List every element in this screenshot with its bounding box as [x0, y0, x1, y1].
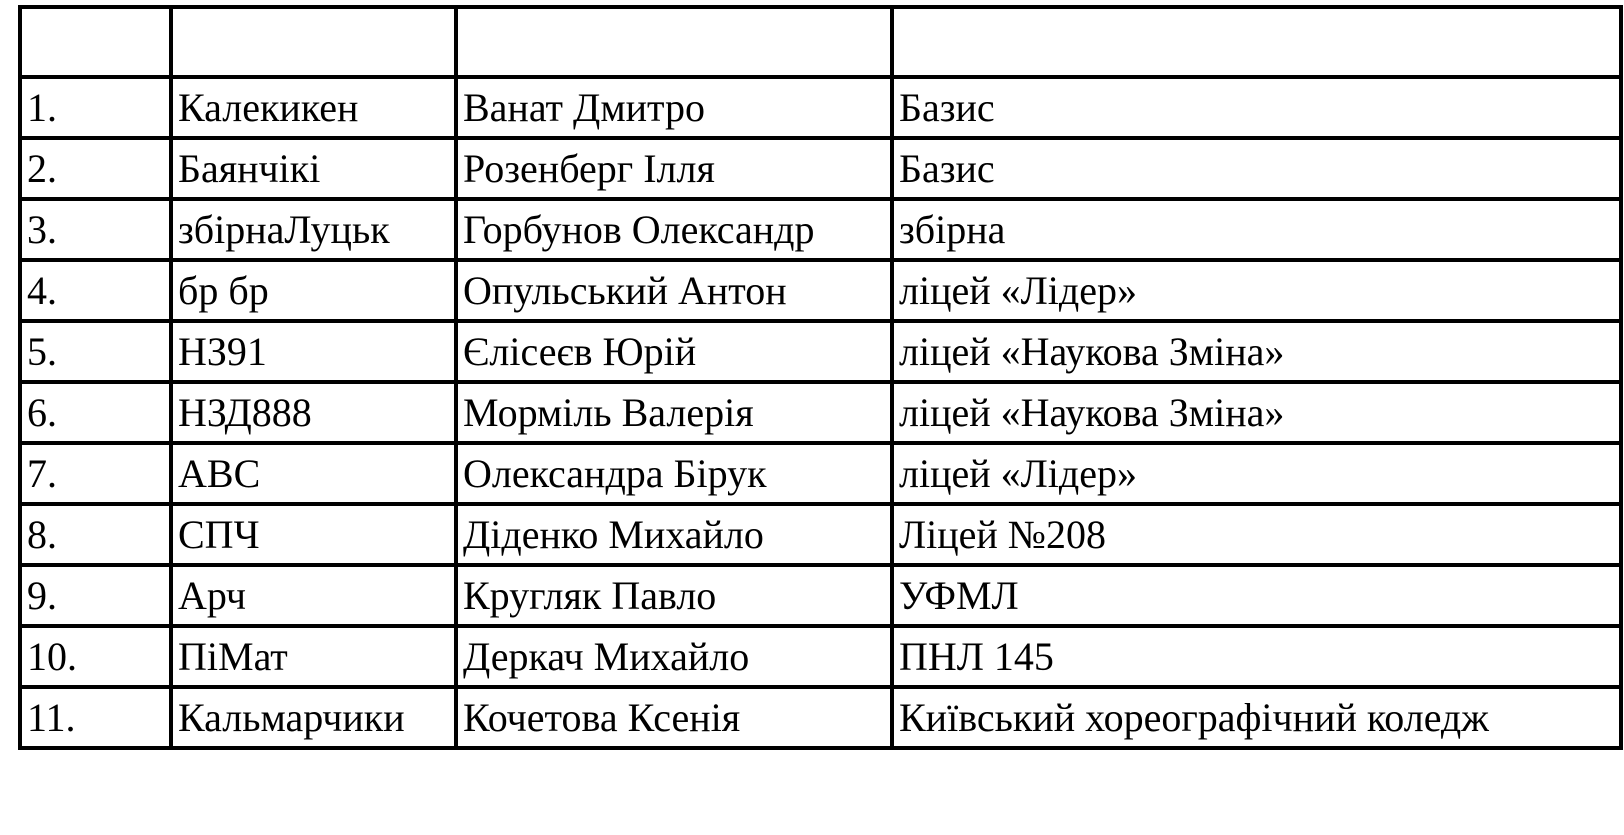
cell-participant: Єлісеєв Юрій — [456, 321, 892, 382]
cell-team: Калекикен — [171, 77, 456, 138]
cell-school: ліцей «Наукова Зміна» — [892, 321, 1621, 382]
cell-number: 10. — [20, 626, 171, 687]
cell-team: ПіМат — [171, 626, 456, 687]
cell-school: Київський хореографічний коледж — [892, 687, 1621, 748]
cell-participant: Ванат Дмитро — [456, 77, 892, 138]
cell-team: СПЧ — [171, 504, 456, 565]
header-cell-school — [892, 7, 1621, 77]
cell-team: НЗД888 — [171, 382, 456, 443]
cell-school: УФМЛ — [892, 565, 1621, 626]
cell-participant: Кочетова Ксенія — [456, 687, 892, 748]
cell-school: збірна — [892, 199, 1621, 260]
cell-participant: Розенберг Ілля — [456, 138, 892, 199]
cell-number: 7. — [20, 443, 171, 504]
cell-school: ПНЛ 145 — [892, 626, 1621, 687]
cell-participant: Горбунов Олександр — [456, 199, 892, 260]
cell-team: Кальмарчики — [171, 687, 456, 748]
cell-number: 6. — [20, 382, 171, 443]
cell-number: 5. — [20, 321, 171, 382]
cell-school: ліцей «Лідер» — [892, 443, 1621, 504]
cell-number: 3. — [20, 199, 171, 260]
cell-team: НЗ91 — [171, 321, 456, 382]
cell-team: ABC — [171, 443, 456, 504]
cell-number: 2. — [20, 138, 171, 199]
cell-participant: Кругляк Павло — [456, 565, 892, 626]
cell-number: 11. — [20, 687, 171, 748]
table-row — [20, 77, 1621, 138]
cell-participant: Морміль Валерія — [456, 382, 892, 443]
cell-team: збірнаЛуцьк — [171, 199, 456, 260]
table-row — [20, 321, 1621, 382]
table-row — [20, 138, 1621, 199]
cell-team: бр бр — [171, 260, 456, 321]
cell-participant: Діденко Михайло — [456, 504, 892, 565]
cell-participant: Деркач Михайло — [456, 626, 892, 687]
header-cell-participant — [456, 7, 892, 77]
cell-school: ліцей «Лідер» — [892, 260, 1621, 321]
table-row — [20, 504, 1621, 565]
table-row — [20, 626, 1621, 687]
cell-school: Базис — [892, 138, 1621, 199]
table-row — [20, 260, 1621, 321]
header-cell-number — [20, 7, 171, 77]
cell-participant: Опульський Антон — [456, 260, 892, 321]
cell-team: Арч — [171, 565, 456, 626]
table-row — [20, 565, 1621, 626]
cell-school: ліцей «Наукова Зміна» — [892, 382, 1621, 443]
cell-number: 8. — [20, 504, 171, 565]
cell-team: Баянчікі — [171, 138, 456, 199]
cell-school: Базис — [892, 77, 1621, 138]
table-row — [20, 443, 1621, 504]
cell-number: 1. — [20, 77, 171, 138]
cell-school: Ліцей №208 — [892, 504, 1621, 565]
cell-number: 4. — [20, 260, 171, 321]
table-header-row — [20, 7, 1621, 77]
cell-number: 9. — [20, 565, 171, 626]
table-row — [20, 687, 1621, 748]
table-row — [20, 382, 1621, 443]
table-row — [20, 199, 1621, 260]
results-table — [18, 5, 1623, 750]
header-cell-team — [171, 7, 456, 77]
cell-participant: Олександра Бірук — [456, 443, 892, 504]
